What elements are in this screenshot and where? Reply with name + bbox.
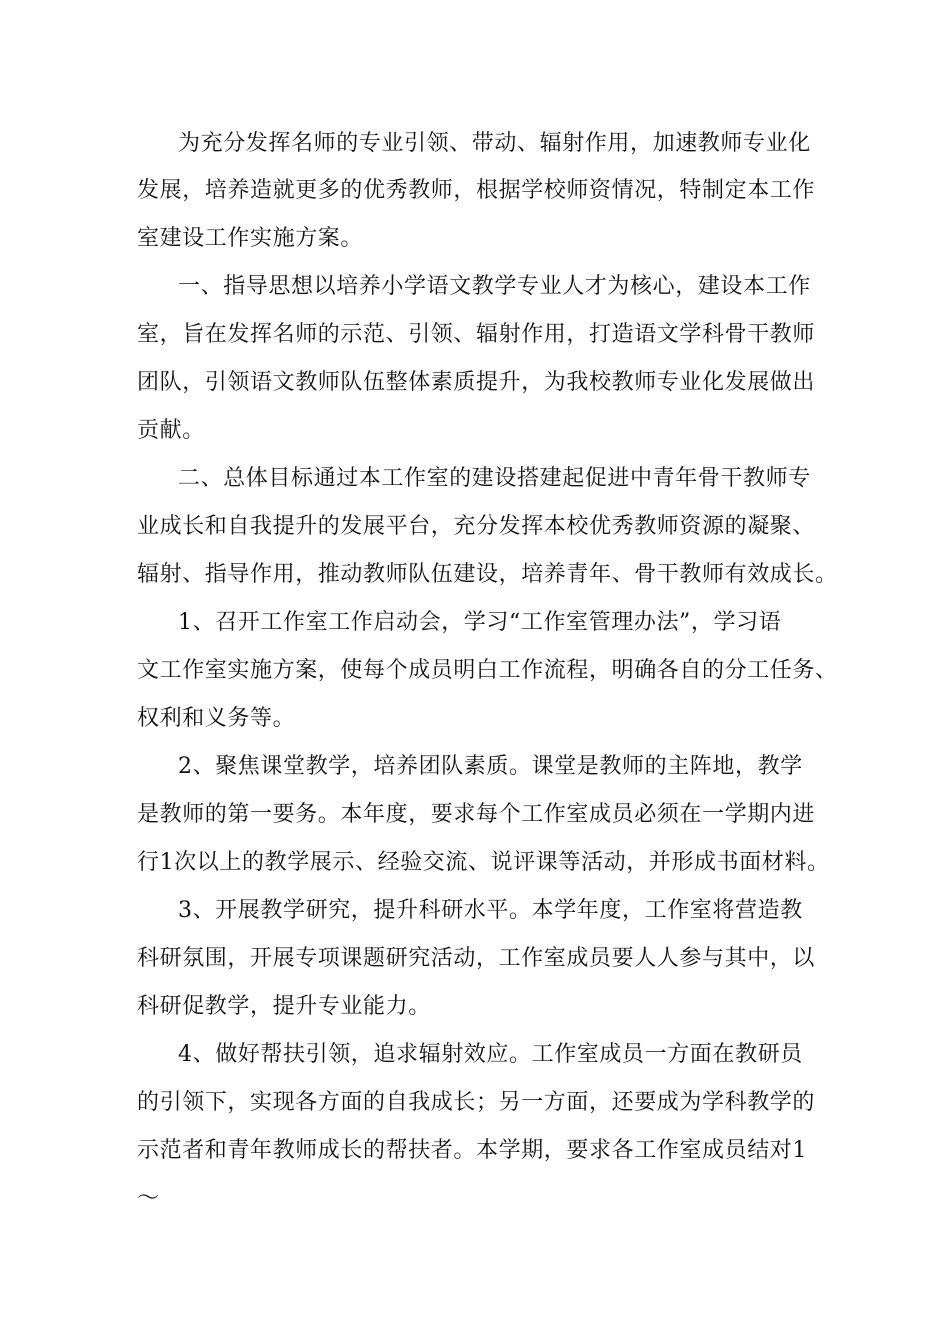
text-line: 1、召开工作室工作启动会，学习“工作室管理办法”，学习语 bbox=[178, 610, 782, 635]
text-line: 行1次以上的教学展示、经验交流、说评课等活动，并形成书面材料。 bbox=[137, 850, 830, 875]
text-line: 权利和义务等。 bbox=[137, 706, 296, 731]
text-line: 文工作室实施方案，使每个成员明白工作流程，明确各自的分工任务、 bbox=[137, 658, 838, 683]
text-line: 业成长和自我提升的发展平台，充分发挥本校优秀教师资源的凝聚、 bbox=[137, 514, 816, 539]
text-line: 科研促教学，提升专业能力。 bbox=[137, 994, 431, 1019]
text-line: 的引领下，实现各方面的自我成长；另一方面，还要成为学科教学的 bbox=[137, 1090, 816, 1115]
text-line: 2、聚焦课堂教学，培养团队素质。课堂是教师的主阵地，教学 bbox=[178, 754, 803, 779]
text-line: 室，旨在发挥名师的示范、引领、辐射作用，打造语文学科骨干教师 bbox=[137, 322, 816, 347]
text-line: 辐射、指导作用，推动教师队伍建设，培养青年、骨干教师有效成长。 bbox=[137, 562, 838, 587]
text-line: 为充分发挥名师的专业引领、带动、辐射作用，加速教师专业化 bbox=[178, 131, 811, 156]
text-line: 是教师的第一要务。本年度，要求每个工作室成员必须在一学期内进 bbox=[137, 802, 816, 827]
text-line: 发展，培养造就更多的优秀教师，根据学校师资情况，特制定本工作 bbox=[137, 178, 816, 203]
text-line: 贡献。 bbox=[137, 418, 205, 443]
text-line: 示范者和青年教师成长的帮扶者。本学期，要求各工作室成员结对1 bbox=[137, 1138, 807, 1163]
text-line: 科研氛围，开展专项课题研究活动，工作室成员要人人参与其中，以 bbox=[137, 946, 816, 971]
text-line: 室建设工作实施方案。 bbox=[137, 226, 364, 251]
text-line: 一、指导思想以培养小学语文教学专业人才为核心，建设本工作 bbox=[178, 274, 811, 299]
text-line: 团队，引领语文教师队伍整体素质提升，为我校教师专业化发展做出 bbox=[137, 370, 816, 395]
text-line: 3、开展教学研究，提升科研水平。本学年度，工作室将营造教 bbox=[178, 898, 803, 923]
text-line: 〜 bbox=[137, 1186, 160, 1211]
text-line: 二、总体目标通过本工作室的建设搭建起促进中青年骨干教师专 bbox=[178, 466, 811, 491]
text-line: 4、做好帮扶引领，追求辐射效应。工作室成员一方面在教研员 bbox=[178, 1042, 803, 1067]
